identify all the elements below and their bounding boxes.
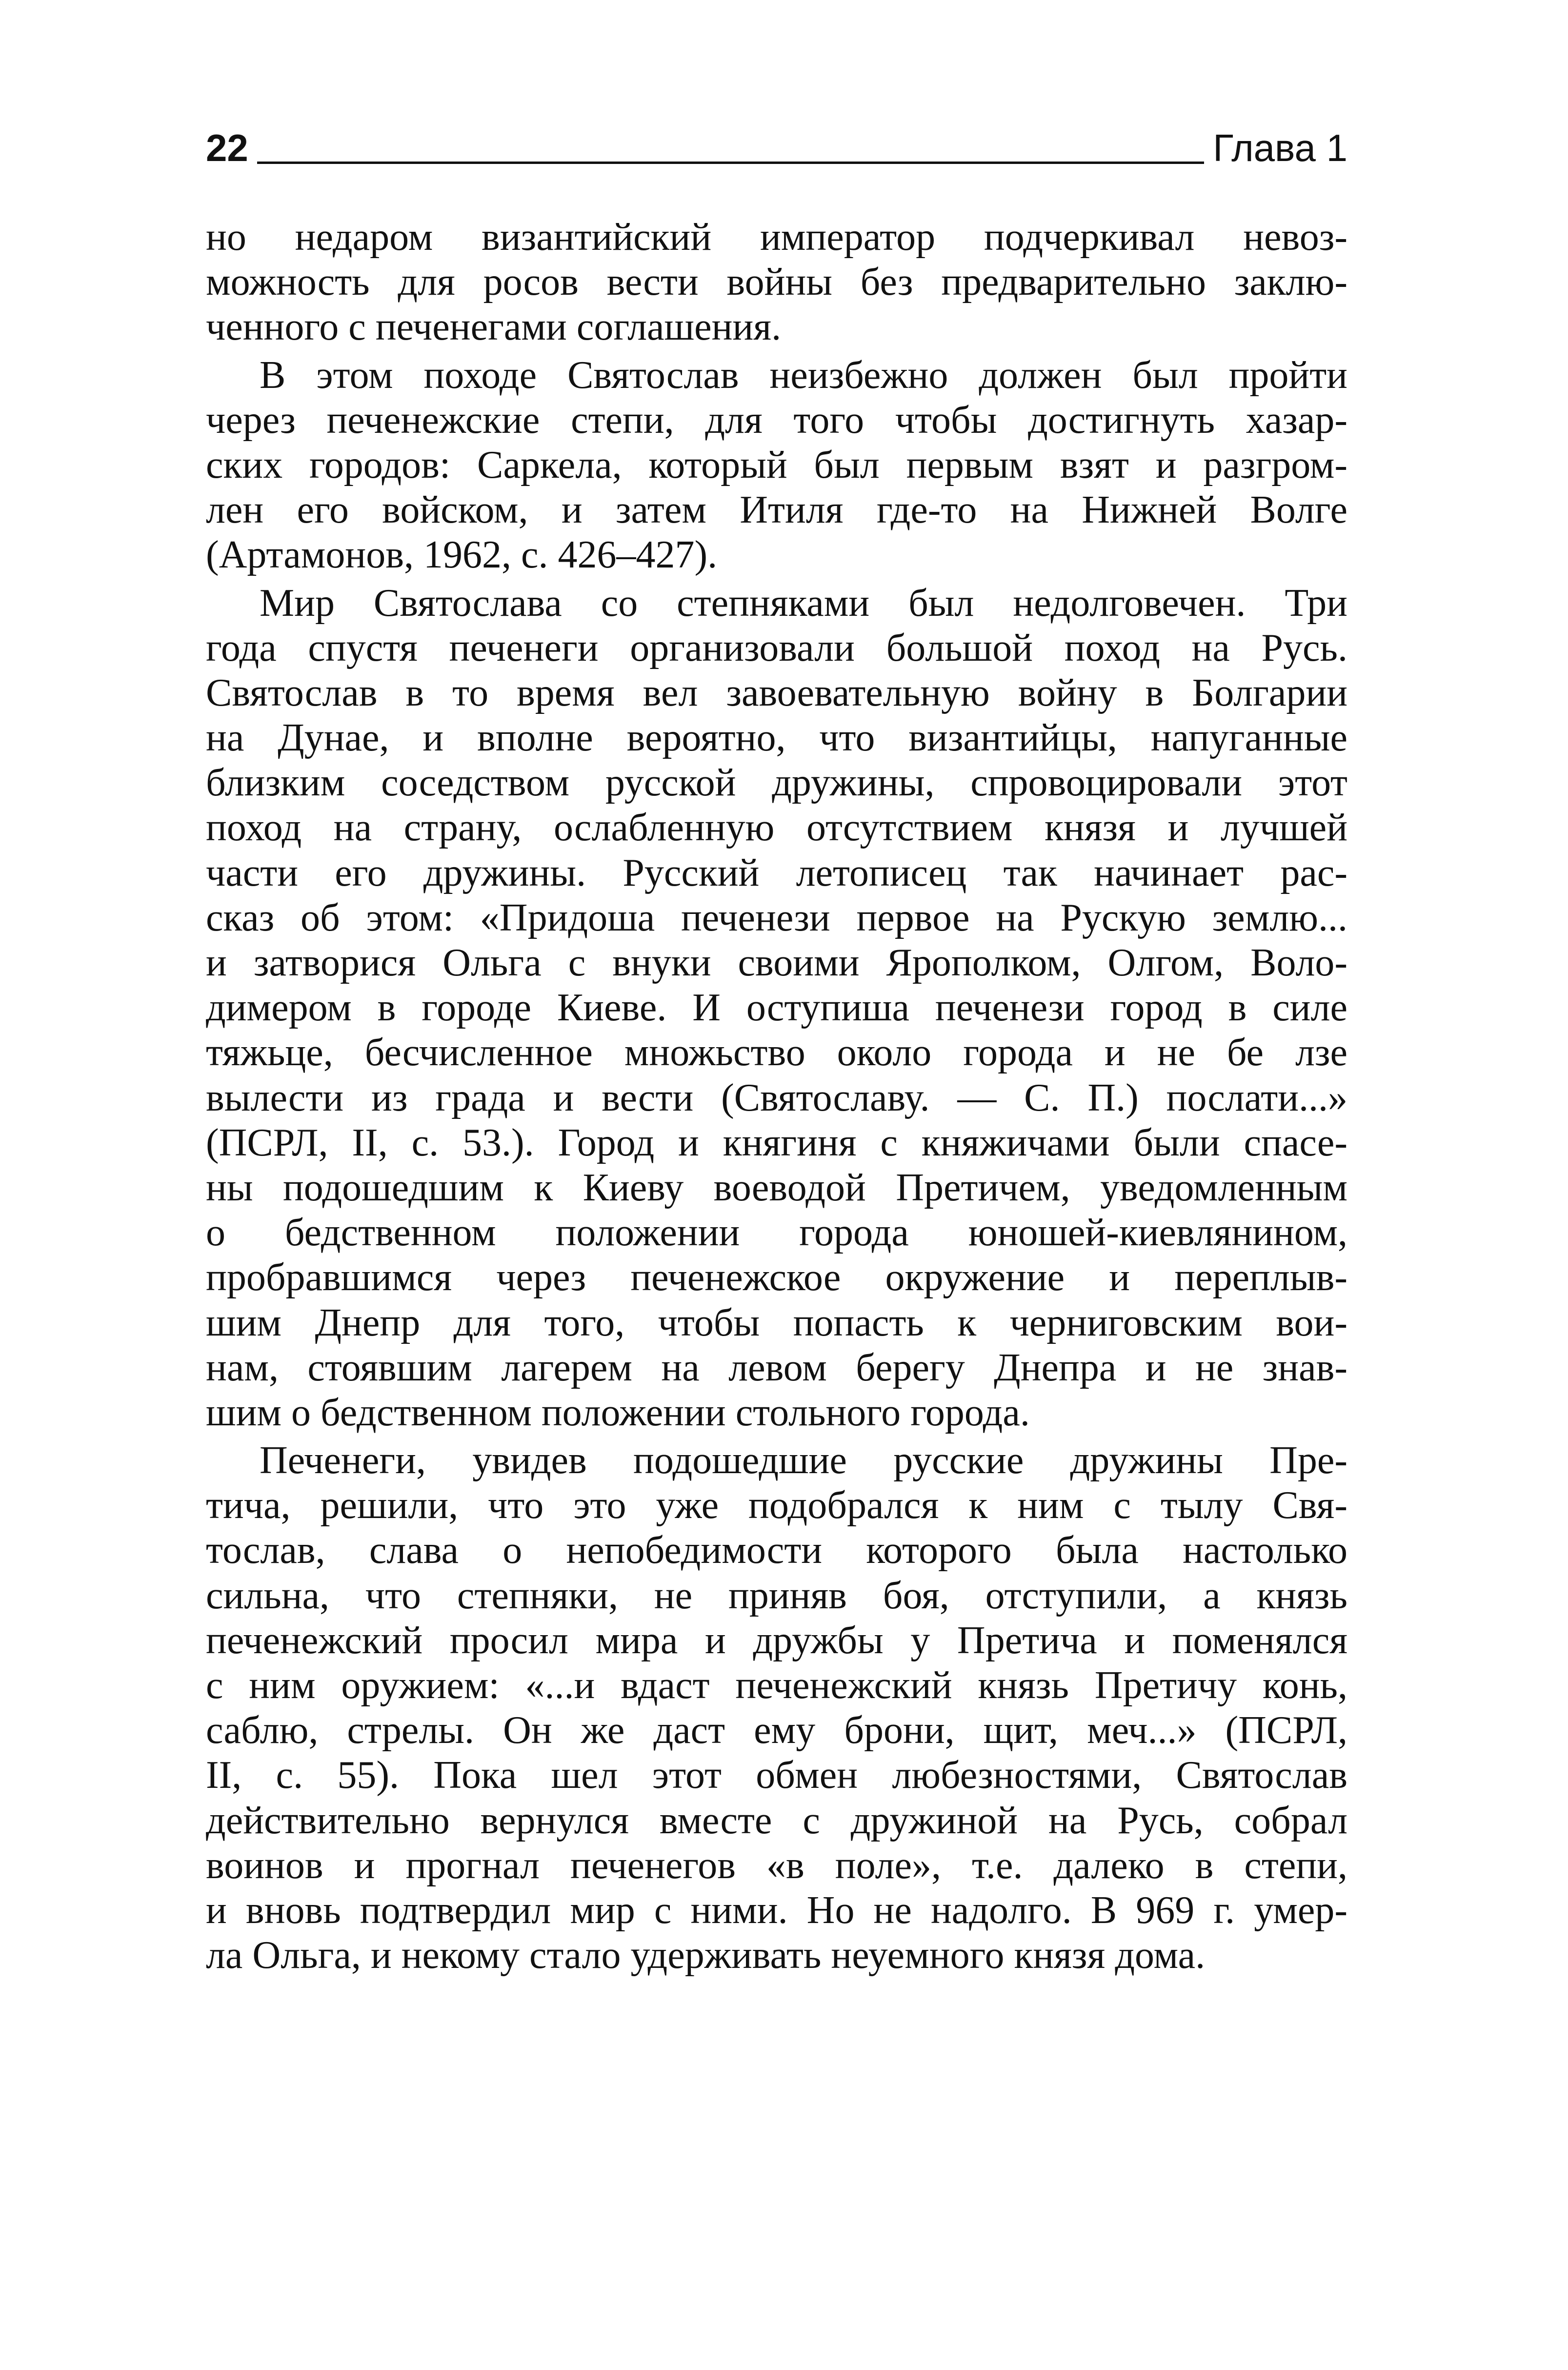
page-number: 22	[206, 126, 248, 169]
text-line: ла Ольга, и некому стало удерживать неуемного князя дома.	[206, 1934, 1206, 1977]
text-line: лен его войском, и затем Итиля где-то на Нижней Волге	[206, 488, 1347, 532]
text-line: вылести из града и вести (Святославу. — С. П.) послати...»	[206, 1076, 1347, 1119]
text-line: действительно вернулся вместе с дружиной на Русь, собрал	[206, 1799, 1347, 1842]
text-line: о бедственном положении города юношей-киевлянином,	[206, 1211, 1347, 1255]
text-line: (Артамонов, 1962, с. 426–427).	[206, 533, 718, 577]
body-text	[206, 215, 1347, 1981]
text-line: В этом походе Святослав неизбежно должен был пройти	[260, 353, 1347, 397]
text-line: пробравшимся через печенежское окружение и переплыв-	[206, 1256, 1347, 1299]
text-line: тича, решили, что это уже подобрался к ним с тылу Свя-	[206, 1484, 1347, 1527]
text-line: II, с. 55). Пока шел этот обмен любезностями, Святослав	[206, 1754, 1347, 1797]
text-line: тяжьце, бесчисленное множьство около города и не бе лзе	[206, 1031, 1347, 1074]
text-line: ских городов: Саркела, который был первым взят и разгром-	[206, 443, 1347, 486]
text-line: близким соседством русской дружины, спровоцировали этот	[206, 761, 1347, 805]
header-rule	[257, 162, 1204, 164]
text-line: димером в городе Киеве. И оступиша печенези город в силе	[206, 986, 1347, 1030]
text-line: сказ об этом: «Придоша печенези первое на Рускую землю...	[206, 896, 1347, 939]
text-line: (ПСРЛ, II, с. 53.). Город и княгиня с княжичами были спасе-	[206, 1121, 1347, 1164]
text-line: ченного с печенегами соглашения.	[206, 305, 782, 349]
text-line: печенежский просил мира и дружбы у Претича и поменялся	[206, 1619, 1347, 1662]
text-line: поход на страну, ослабленную отсутствием князя и лучшей	[206, 806, 1347, 850]
text-line: года спустя печенеги организовали большой поход на Русь.	[206, 626, 1347, 669]
text-line: и вновь подтвердил мир с ними. Но не надолго. В 969 г. умер-	[206, 1888, 1347, 1932]
text-line: с ним оружием: «...и вдаст печенежский князь Претичу конь,	[206, 1664, 1347, 1707]
paragraph	[206, 215, 1347, 350]
text-line: шим Днепр для того, чтобы попасть к черниговским вои-	[206, 1301, 1347, 1344]
text-line: и затворися Ольга с внуки своими Ярополком, Олгом, Воло-	[206, 941, 1347, 984]
text-line: но недаром византийский император подчеркивал невоз-	[206, 216, 1347, 259]
text-line: тослав, слава о непобедимости которого была настолько	[206, 1529, 1347, 1572]
text-line: ны подошедшим к Киеву воеводой Претичем, уведомленным	[206, 1166, 1347, 1209]
text-line: Святослав в то время вел завоевательную войну в Болгарии	[206, 671, 1347, 714]
text-line: сильна, что степняки, не приняв боя, отступили, а князь	[206, 1574, 1347, 1617]
text-line: Печенеги, увидев подошедшие русские дружины Пре-	[260, 1439, 1347, 1482]
text-line: на Дунае, и вполне вероятно, что византийцы, напуганные	[206, 716, 1347, 760]
text-line: воинов и прогнал печенегов «в поле», т.е. далеко в степи,	[206, 1843, 1347, 1887]
paragraph	[206, 1438, 1347, 1978]
text-line: через печенежские степи, для того чтобы достигнуть хазар-	[206, 398, 1347, 442]
running-head	[206, 112, 1347, 171]
paragraph	[206, 353, 1347, 578]
text-line: шим о бедственном положении стольного города.	[206, 1391, 1030, 1434]
paragraph	[206, 581, 1347, 1436]
text-line: можность для росов вести войны без предварительно заклю-	[206, 261, 1347, 304]
text-line: Мир Святослава со степняками был недолговечен. Три	[260, 581, 1347, 625]
chapter-title: Глава 1	[1213, 126, 1347, 169]
text-line: саблю, стрелы. Он же даст ему брони, щит, меч...» (ПСРЛ,	[206, 1709, 1347, 1752]
text-line: части его дружины. Русский летописец так начинает рас-	[206, 851, 1347, 894]
text-line: нам, стоявшим лагерем на левом берегу Днепра и не знав-	[206, 1346, 1347, 1389]
